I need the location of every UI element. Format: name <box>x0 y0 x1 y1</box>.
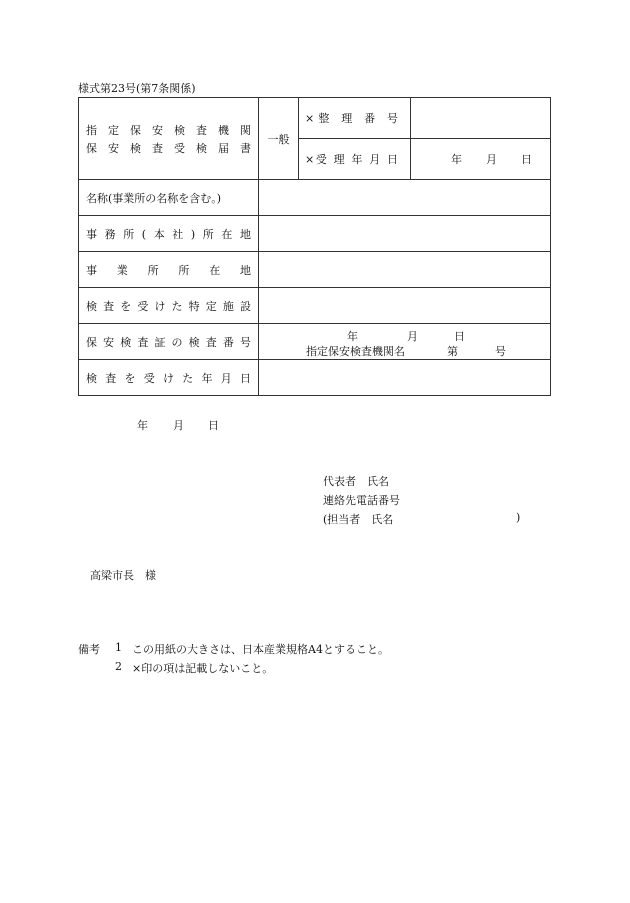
form-number: 様式第23号(第7条関係) <box>78 82 196 95</box>
certificate-number-field[interactable] <box>259 324 551 360</box>
addressee: 高梁市長 様 <box>90 569 156 582</box>
row-label-facility: 検査を受けた特定施設 <box>86 299 251 313</box>
date-year-label: 年 <box>137 419 148 432</box>
juri-date-label: ×受 理 年 月 日 <box>305 153 398 166</box>
site-address-field[interactable] <box>259 252 551 288</box>
row-label-cell <box>79 252 259 288</box>
row-label-cell <box>79 288 259 324</box>
juri-day-label: 日 <box>521 153 532 166</box>
note-text: ×印の項は記載しないこと。 <box>132 662 274 675</box>
category-cell <box>259 98 299 180</box>
row-label-cell <box>79 180 259 216</box>
office-address-field[interactable] <box>259 216 551 252</box>
juri-month-label: 月 <box>486 153 497 166</box>
inspection-date-field[interactable] <box>259 360 551 396</box>
name-field[interactable] <box>259 180 551 216</box>
row-label-cell <box>79 360 259 396</box>
date-day-label: 日 <box>208 419 219 432</box>
facility-field[interactable] <box>259 288 551 324</box>
cert-agency-name-label: 指定保安検査機関名 <box>306 344 405 358</box>
seiri-number-field[interactable] <box>411 98 551 139</box>
category-label: 一般 <box>267 132 290 146</box>
cert-month-label: 月 <box>407 329 418 343</box>
form-title-cell <box>79 98 259 180</box>
cert-no-suffix-label: 号 <box>495 344 506 358</box>
note-number: 1 <box>115 641 122 654</box>
seiri-number-label-cell <box>299 98 411 139</box>
row-label-cell <box>79 324 259 360</box>
juri-date-label-cell <box>299 139 411 180</box>
inspection-notification-form <box>78 97 551 396</box>
row-label-inspection-date: 検査を受けた年月日 <box>86 371 251 385</box>
cert-day-label: 日 <box>454 329 465 343</box>
representative-name-label: 代表者 氏名 <box>323 475 389 488</box>
person-in-charge-label: (担当者 氏名 <box>323 513 394 526</box>
juri-date-field[interactable] <box>411 139 551 180</box>
row-label-office-address: 事務所(本社)所在地 <box>86 227 251 241</box>
row-label-cell <box>79 216 259 252</box>
note-text: この用紙の大きさは、日本産業規格A4とすること。 <box>132 643 389 656</box>
contact-phone-label: 連絡先電話番号 <box>323 494 400 507</box>
note-number: 2 <box>115 660 122 673</box>
cert-no-prefix-label: 第 <box>447 344 458 358</box>
row-label-site-address: 事業所所在地 <box>86 263 251 277</box>
notes-label: 備考 <box>78 643 100 656</box>
person-in-charge-close: ) <box>516 511 521 524</box>
form-title-line1: 指 定 保 安 検 査 機 関 <box>86 123 251 137</box>
date-month-label: 月 <box>173 419 184 432</box>
row-label-name: 名称(事業所の名称を含む。) <box>86 191 222 205</box>
juri-year-label: 年 <box>451 153 462 166</box>
form-title-line2: 保 安 検 査 受 検 届 書 <box>86 141 251 155</box>
cert-year-label: 年 <box>347 329 358 343</box>
seiri-number-label: ×整 理 番 号 <box>305 112 398 125</box>
row-label-certificate-number: 保安検査証の検査番号 <box>86 335 251 349</box>
